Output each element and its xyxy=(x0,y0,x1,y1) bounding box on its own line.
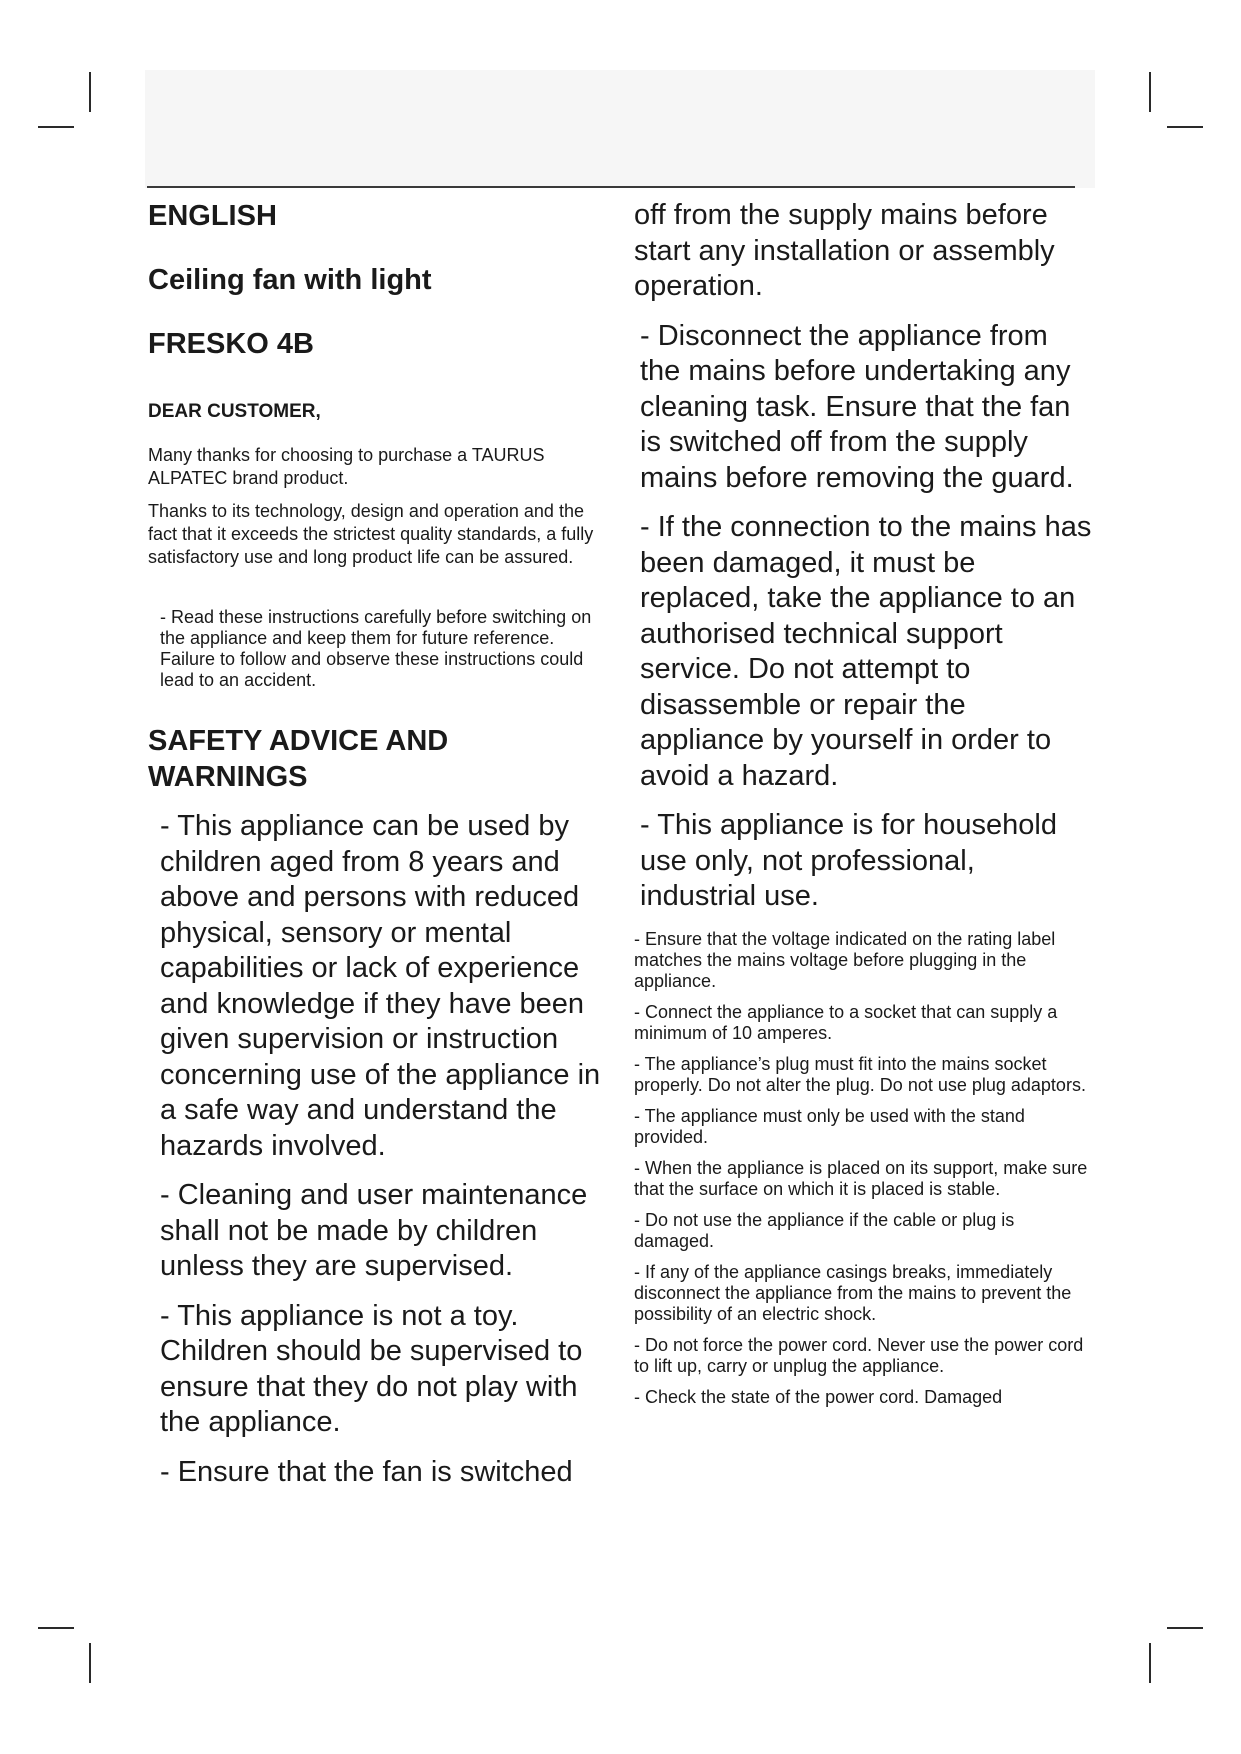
warning-item: - If the connection to the mains has been damaged, it must be replaced, take the appliance to an authorised technical support service. Do not attempt to disassemble or repair the appliance by yourself in order to avoid a hazard. xyxy=(640,511,1092,792)
safety-item: - Connect the appliance to a socket that can supply a minimum of 10 amperes. xyxy=(634,1001,1058,1043)
warning-item: off from the supply mains before start any installation or assembly operation. xyxy=(634,199,1055,302)
safety-item: - The appliance’s plug must fit into the mains socket properly. Do not alter the plug. Do not use plug adaptors. xyxy=(634,1053,1086,1095)
intro-paragraph: Many thanks for choosing to purchase a TAURUS ALPATEC brand product. xyxy=(148,445,545,488)
safety-item: - When the appliance is placed on its support, make sure that the surface on which it is placed is stable. xyxy=(634,1157,1088,1199)
greeting: DEAR CUSTOMER, xyxy=(148,401,321,422)
warning-item: - Cleaning and user maintenance shall not be made by children unless they are supervised. xyxy=(160,1179,588,1282)
safety-item: - Do not force the power cord. Never use the power cord to lift up, carry or unplug the appliance. xyxy=(634,1334,1084,1376)
safety-item: - Check the state of the power cord. Damaged xyxy=(634,1386,1003,1407)
intro-paragraph: Thanks to its technology, design and operation and the fact that it exceeds the strictest quality standards, a fully satisfactory use and long product life can be assured. xyxy=(148,501,594,567)
product-type-heading: Ceiling fan with light xyxy=(148,264,432,296)
crop-mark-bottom-left-h xyxy=(38,1627,74,1629)
safety-heading: SAFETY ADVICE AND WARNINGS xyxy=(148,725,449,793)
safety-item: - If any of the appliance casings breaks, immediately disconnect the appliance from the mains to prevent the possibility of an electric shock. xyxy=(634,1261,1072,1324)
warning-item: - This appliance is for household use only, not professional, industrial use. xyxy=(640,809,1057,912)
crop-mark-top-left-v xyxy=(89,72,91,112)
safety-item: - Ensure that the voltage indicated on the rating label matches the mains voltage before plugging in the appliance. xyxy=(634,928,1056,991)
header-rule xyxy=(147,186,1075,188)
safety-item: - Do not use the appliance if the cable or plug is damaged. xyxy=(634,1209,1015,1251)
right-column xyxy=(634,198,1096,1408)
language-heading: ENGLISH xyxy=(148,200,277,232)
crop-mark-top-right-v xyxy=(1149,72,1151,112)
crop-mark-top-left-h xyxy=(38,126,74,128)
crop-mark-bottom-left-v xyxy=(89,1643,91,1683)
warning-item: - This appliance is not a toy. Children should be supervised to ensure that they do not play with the appliance. xyxy=(160,1299,583,1438)
safety-item: - The appliance must only be used with the stand provided. xyxy=(634,1105,1025,1147)
warning-item: - Ensure that the fan is switched xyxy=(160,1455,573,1488)
crop-mark-bottom-right-h xyxy=(1167,1627,1203,1629)
read-instructions-notice: - Read these instructions carefully before switching on the appliance and keep them for future reference. Failure to follow and observe these instructions could lead to an accident. xyxy=(160,607,592,690)
header-band xyxy=(145,70,1095,188)
warning-item: - Disconnect the appliance from the mains before undertaking any cleaning task. Ensure that the fan is switched off from the supply mains before removing the guard. xyxy=(640,319,1074,494)
crop-mark-top-right-h xyxy=(1167,126,1203,128)
model-heading: FRESKO 4B xyxy=(148,328,314,360)
crop-mark-bottom-right-v xyxy=(1149,1643,1151,1683)
warning-item: - This appliance can be used by children aged from 8 years and above and persons with reduced physical, sensory or mental capabilities or lack of experience and knowledge if they have been given supervision or instruction concerning use of the appliance in a safe way and understand the hazards involved. xyxy=(160,810,601,1162)
left-column xyxy=(148,198,608,1490)
